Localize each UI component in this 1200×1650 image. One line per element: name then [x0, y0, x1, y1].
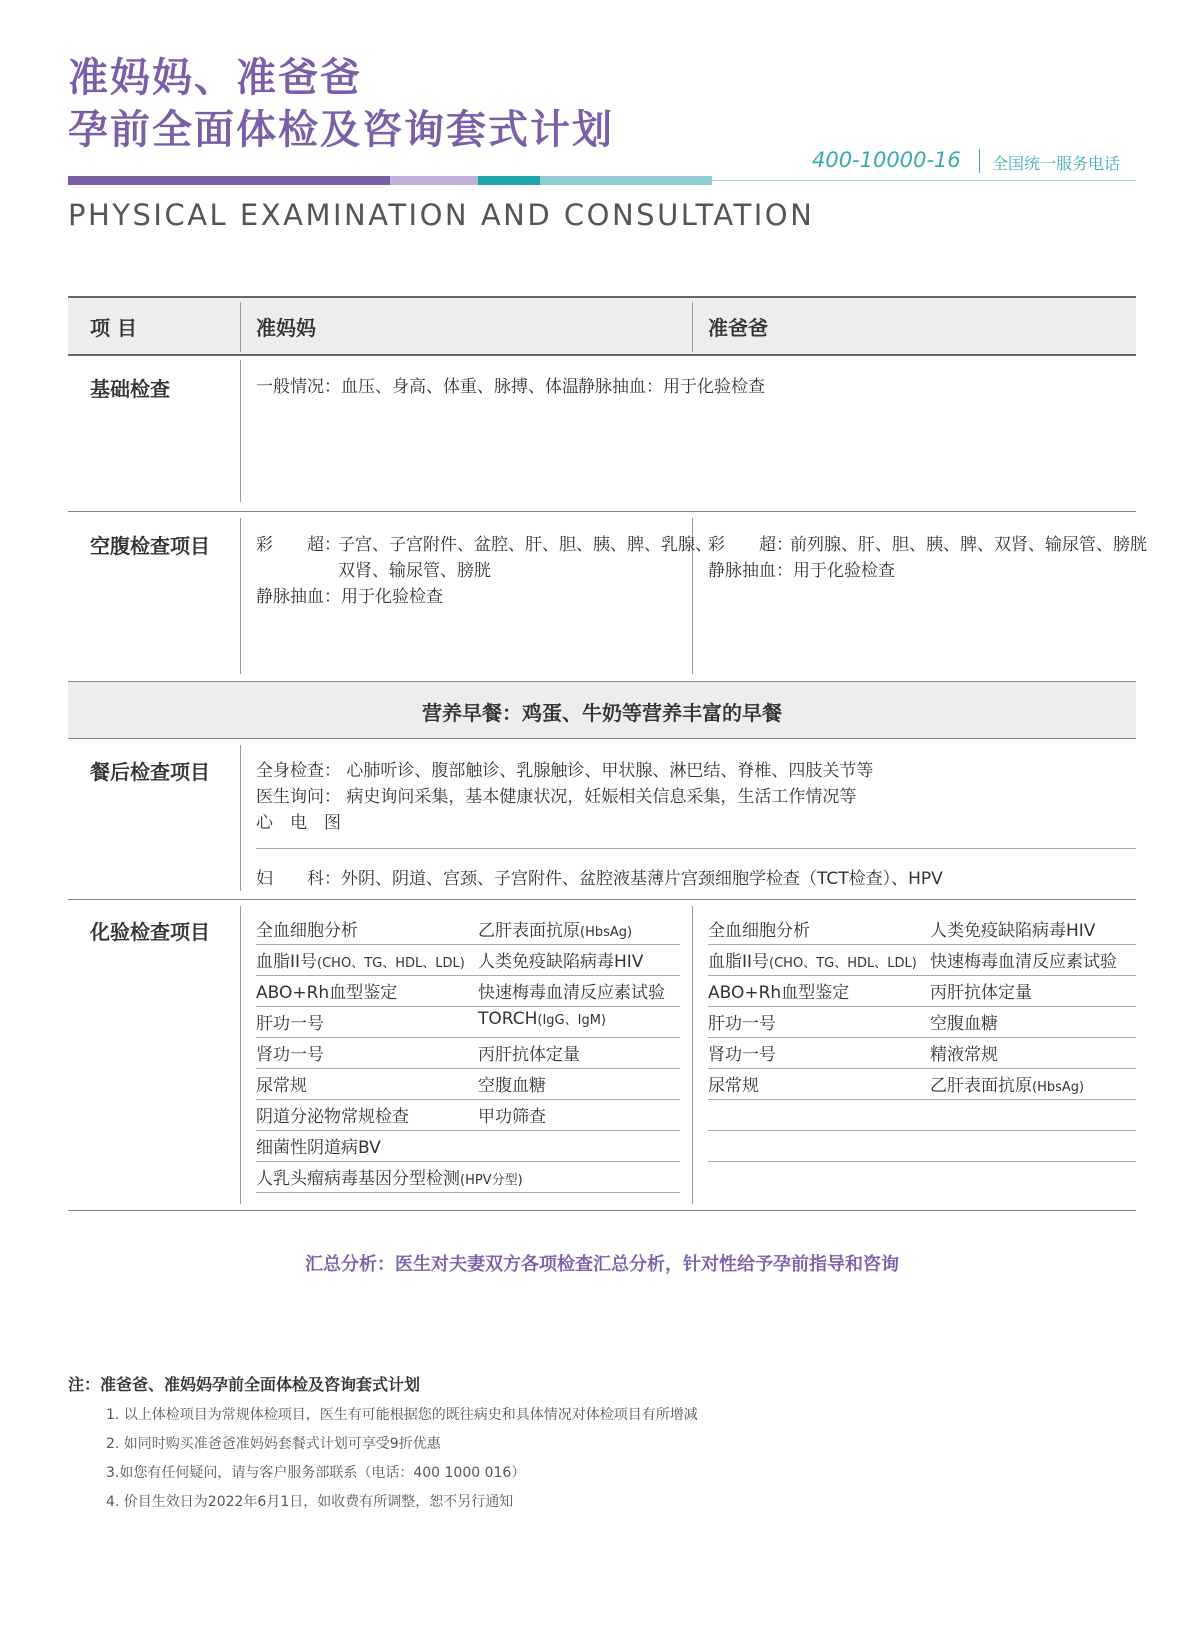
fasting-dad-ultrasound-lead: 彩 超： — [708, 535, 793, 555]
fasting-mom-ultrasound-lead: 彩 超： — [256, 535, 341, 555]
note-item-1: 1. 以上体检项目为常规体检项目，医生有可能根据您的既往病史和具体情况对体检项目有所增减 — [106, 1407, 698, 1423]
lab-row-divider — [256, 1099, 680, 1100]
lab-item-name: 人乳头瘤病毒基因分型检测 — [256, 1169, 460, 1189]
row-label-basic: 基础检查 — [90, 377, 170, 401]
row-label-lab: 化验检查项目 — [90, 920, 210, 944]
lab-item-detail: (HbsAg) — [580, 925, 633, 940]
lab-item — [708, 978, 849, 1003]
lab-item — [478, 1102, 546, 1127]
lab-row-divider — [256, 975, 680, 976]
lab-item — [478, 1071, 546, 1096]
lab-row-divider — [708, 1068, 1136, 1069]
lab-item-name: 人类免疫缺陷病毒HIV — [478, 952, 644, 972]
lab-row-divider — [256, 1006, 680, 1007]
lab-item-name: 快速梅毒血清反应素试验 — [930, 952, 1117, 972]
color-bar-light-teal — [540, 176, 712, 185]
note-item-2: 2. 如同时购买准爸爸准妈妈套餐式计划可享受9折优惠 — [106, 1436, 441, 1452]
page-subtitle: PHYSICAL EXAMINATION AND CONSULTATION — [68, 198, 815, 232]
lab-item-detail: (CHO、TG、HDL、LDL) — [769, 956, 917, 971]
lab-row-divider — [708, 944, 1136, 945]
postmeal-doctor-inquiry: 医生询问： 病史询问采集，基本健康状况，妊娠相关信息采集，生活工作情况等 — [256, 787, 857, 807]
lab-item — [256, 947, 465, 972]
note-item-3: 3.如您有任何疑问，请与客户服务部联系（电话：400 1000 016） — [106, 1465, 526, 1481]
lab-item-name: TORCH — [478, 1009, 538, 1029]
lab-row-divider — [256, 1037, 680, 1038]
lab-item-name: 肝功一号 — [708, 1014, 776, 1034]
lab-item — [478, 947, 643, 972]
lab-row-divider — [256, 944, 680, 945]
lab-item-detail: (IgG、IgM) — [537, 1013, 606, 1028]
table-header-shade — [68, 298, 1136, 354]
lab-item — [930, 978, 1032, 1003]
page-title-line1: 准妈妈、准爸爸 — [68, 55, 362, 101]
postmeal-gynecology: 妇 科：外阴、阴道、宫颈、子宫附件、盆腔液基薄片宫颈细胞学检查（TCT检查）、HPV — [256, 869, 943, 889]
lab-item-name: 尿常规 — [708, 1076, 759, 1096]
fasting-mom-blood: 静脉抽血：用于化验检查 — [256, 587, 443, 607]
row-border-postmeal — [68, 899, 1136, 900]
lab-item-name: 尿常规 — [256, 1076, 307, 1096]
fasting-mom-ultrasound: 子宫、子宫附件、盆腔、肝、胆、胰、脾、乳腺、 — [338, 535, 712, 555]
lab-item-name: 快速梅毒血清反应素试验 — [478, 983, 665, 1003]
lab-item — [708, 1009, 776, 1034]
lab-item — [930, 1009, 998, 1034]
lab-item-detail: (CHO、TG、HDL、LDL) — [317, 956, 465, 971]
fasting-dad-ultrasound: 前列腺、肝、胆、胰、脾、双肾、输尿管、膀胱 — [790, 535, 1147, 555]
lab-item-name: 血脂II号 — [256, 952, 318, 972]
lab-item — [256, 1133, 381, 1158]
hotline-underline — [712, 180, 1136, 181]
lab-item — [708, 916, 810, 941]
lab-item-name: 细菌性阴道病BV — [256, 1138, 381, 1158]
header-dad: 准爸爸 — [708, 316, 768, 340]
row-border-breakfast — [68, 738, 1136, 739]
lab-item-name: 空腹血糖 — [930, 1014, 998, 1034]
lab-item — [930, 1040, 998, 1065]
lab-row-divider — [256, 1130, 680, 1131]
lab-item-name: 血脂II号 — [708, 952, 770, 972]
lab-item — [708, 1071, 759, 1096]
hotline-label: 全国统一服务电话 — [992, 154, 1121, 173]
header-item: 项 目 — [90, 316, 137, 340]
col-divider-lab-1 — [240, 906, 241, 1204]
lab-row-divider — [708, 1037, 1136, 1038]
lab-item-name: 精液常规 — [930, 1045, 998, 1065]
col-divider-lab-2 — [692, 906, 693, 1204]
lab-item — [256, 1009, 324, 1034]
postmeal-body-exam: 全身检查： 心肺听诊、腹部触诊、乳腺触诊、甲状腺、淋巴结、脊椎、四肢关节等 — [256, 761, 874, 781]
col-divider-header-1 — [240, 302, 241, 352]
table-bottom-border — [68, 1210, 1136, 1211]
lab-item-detail: (HPV分型) — [460, 1173, 523, 1188]
lab-item-name: 人类免疫缺陷病毒HIV — [930, 921, 1096, 941]
lab-item-name: 全血细胞分析 — [256, 921, 358, 941]
lab-row-divider — [256, 1068, 680, 1069]
lab-row-divider — [708, 1161, 1136, 1162]
summary-analysis: 汇总分析：医生对夫妻双方各项检查汇总分析，针对性给予孕前指导和咨询 — [305, 1254, 899, 1275]
postmeal-ecg: 心 电 图 — [256, 813, 341, 833]
color-bar-teal — [478, 176, 540, 185]
lab-item — [256, 1040, 324, 1065]
color-bar-purple — [68, 176, 390, 185]
lab-item-name: 乙肝表面抗原 — [478, 921, 580, 941]
lab-item-name: 乙肝表面抗原 — [930, 1076, 1032, 1096]
color-bar-lavender — [390, 176, 478, 185]
hotline-number: 400-10000-16 — [812, 148, 961, 172]
lab-item-name: 全血细胞分析 — [708, 921, 810, 941]
row-border-basic — [68, 511, 1136, 512]
lab-item-name: 甲功筛查 — [478, 1107, 546, 1127]
lab-item — [930, 947, 1117, 972]
lab-item — [478, 916, 632, 941]
lab-item-name: ABO+Rh血型鉴定 — [708, 983, 850, 1003]
lab-item — [256, 1071, 307, 1096]
lab-item-name: 空腹血糖 — [478, 1076, 546, 1096]
basic-general: 一般情况：血压、身高、体重、脉搏、体温 — [256, 377, 579, 397]
lab-item-name: 丙肝抗体定量 — [930, 983, 1032, 1003]
lab-item-name: 肾功一号 — [256, 1045, 324, 1065]
lab-row-divider — [708, 975, 1136, 976]
lab-item — [930, 916, 1095, 941]
col-divider-fasting-1 — [240, 518, 241, 674]
lab-item — [256, 916, 358, 941]
breakfast-note: 营养早餐：鸡蛋、牛奶等营养丰富的早餐 — [422, 701, 782, 725]
lab-item — [256, 1102, 409, 1127]
hotline-divider — [979, 149, 980, 173]
col-divider-postmeal — [240, 745, 241, 891]
row-label-fasting: 空腹检查项目 — [90, 534, 210, 558]
lab-item — [708, 947, 917, 972]
lab-item-name: 丙肝抗体定量 — [478, 1045, 580, 1065]
row-label-postmeal: 餐后检查项目 — [90, 760, 210, 784]
postmeal-sub-divider — [256, 848, 1136, 849]
lab-row-divider — [256, 1161, 680, 1162]
basic-blood: 静脉抽血：用于化验检查 — [578, 377, 765, 397]
lab-item-name: 阴道分泌物常规检查 — [256, 1107, 409, 1127]
note-item-4: 4. 价目生效日为2022年6月1日，如收费有所调整，恕不另行通知 — [106, 1494, 514, 1510]
table-header-bottom — [68, 354, 1136, 356]
col-divider-basic — [240, 360, 241, 502]
lab-item — [930, 1071, 1084, 1096]
lab-item — [478, 1040, 580, 1065]
fasting-dad-blood: 静脉抽血：用于化验检查 — [708, 561, 895, 581]
lab-item — [478, 978, 665, 1003]
page-title-line2: 孕前全面体检及咨询套式计划 — [68, 107, 614, 153]
lab-item-detail: (HbsAg) — [1032, 1080, 1085, 1095]
lab-row-divider — [708, 1130, 1136, 1131]
notes-title: 注：准爸爸、准妈妈孕前全面体检及咨询套式计划 — [68, 1375, 421, 1394]
lab-row-divider — [256, 1192, 680, 1193]
lab-row-divider — [708, 1099, 1136, 1100]
col-divider-header-2 — [692, 302, 693, 352]
lab-item — [478, 1009, 606, 1029]
lab-item-name: 肾功一号 — [708, 1045, 776, 1065]
lab-item — [256, 1164, 523, 1189]
lab-item — [708, 1040, 776, 1065]
fasting-mom-ultrasound-cont: 双肾、输尿管、膀胱 — [338, 561, 491, 581]
lab-row-divider — [708, 1006, 1136, 1007]
lab-item — [256, 978, 397, 1003]
lab-item-name: ABO+Rh血型鉴定 — [256, 983, 398, 1003]
lab-item-name: 肝功一号 — [256, 1014, 324, 1034]
header-mom: 准妈妈 — [256, 316, 316, 340]
